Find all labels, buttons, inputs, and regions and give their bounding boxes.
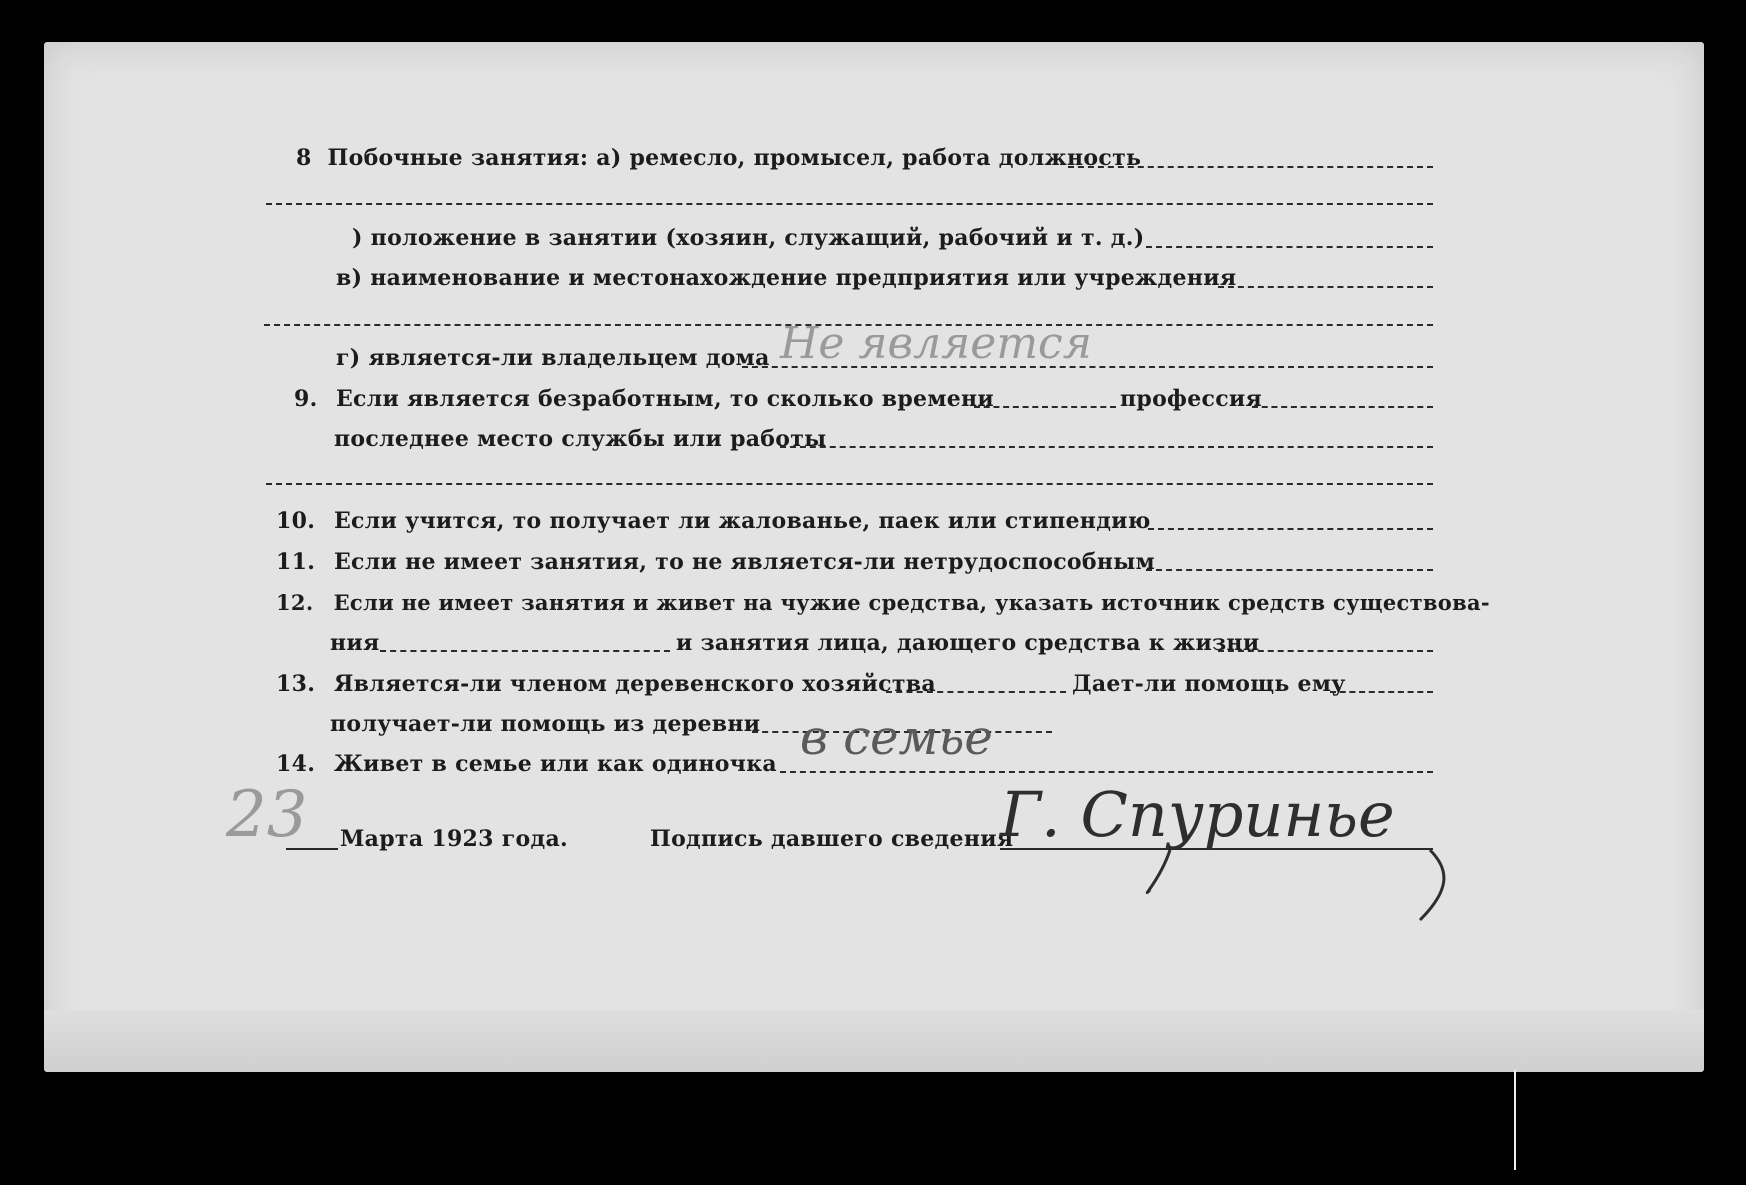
- q11-number: 11.: [276, 549, 316, 575]
- q9-last-job-line: [780, 446, 1433, 448]
- q10-number: 10.: [276, 508, 316, 534]
- q12-second-label: и занятия лица, дающего средства к жизни: [676, 630, 1260, 656]
- signature-label: Подпись давшего сведения: [650, 826, 1014, 852]
- q9-number: 9.: [294, 386, 318, 412]
- q8a-answer-line: [1068, 166, 1433, 168]
- q12-number: 12.: [276, 590, 314, 615]
- q10-label: [276, 508, 1151, 534]
- q8v-label: в) наименование и местонахождение предприятия или учреждения: [336, 265, 1237, 291]
- date-label: Марта 1923 года.: [340, 826, 568, 852]
- q8-text: Побочные занятия: а) ремесло, промысел, работа должность: [327, 145, 1142, 171]
- q10-answer-line: [1148, 528, 1433, 530]
- q9-last-job-line-2: [266, 483, 1433, 485]
- q8-number: 8: [296, 145, 312, 171]
- q8g-label: г) является-ли владельцем дома: [336, 345, 770, 371]
- q9-label: [294, 386, 994, 412]
- q9-text: Если является безработным, то сколько времени: [335, 386, 995, 412]
- q14-text: Живет в семье или как одиночка: [333, 751, 777, 777]
- q14-answer-line: [780, 771, 1433, 773]
- q12-second-line: [1218, 650, 1433, 652]
- scan-artifact: [1514, 1070, 1516, 1170]
- q8-label: [296, 145, 1141, 171]
- q11-text: Если не имеет занятия, то не является-ли нетрудоспособным: [333, 549, 1156, 575]
- q8b-label: ) положение в занятии (хозяин, служащий, рабочий и т. д.): [352, 225, 1145, 251]
- q14-number: 14.: [276, 751, 316, 777]
- q8a-answer-line-2: [266, 203, 1433, 205]
- q13-help-label: Дает-ли помощь ему: [1072, 671, 1346, 697]
- q9-last-job-label: последнее место службы или работы: [334, 426, 827, 452]
- q9-profession-line: [1252, 406, 1433, 408]
- q13-number: 13.: [276, 671, 316, 697]
- q12-cont-label: ния: [330, 630, 380, 656]
- q13-text: Является-ли членом деревенского хозяйства: [333, 671, 936, 697]
- date-day-line: [286, 848, 338, 850]
- q8b-answer-line: [1146, 246, 1433, 248]
- q14-handwritten-answer: в семье: [800, 710, 993, 766]
- signature-handwritten: Г. Спуринье: [1000, 778, 1395, 851]
- q13-member-line: [886, 691, 1066, 693]
- q11-answer-line: [1146, 569, 1433, 571]
- q10-text: Если учится, то получает ли жалованье, паек или стипендию: [333, 508, 1151, 534]
- q13-receives-label: получает-ли помощь из деревни: [330, 711, 761, 737]
- paper-bottom-fold: [44, 1010, 1704, 1072]
- q11-label: [276, 549, 1155, 575]
- q14-label: [276, 751, 777, 777]
- q8v-answer-line: [1218, 286, 1433, 288]
- signature-flourish: [1130, 840, 1470, 930]
- q13-help-line: [1330, 691, 1433, 693]
- q12-label: [276, 590, 1490, 615]
- q8g-handwritten-answer: Не является: [780, 318, 1092, 369]
- date-day-handwritten: 23: [226, 778, 308, 852]
- q12-source-line: [380, 650, 670, 652]
- q9-duration-line: [974, 406, 1116, 408]
- q9-profession-label: профессия: [1120, 386, 1263, 412]
- q12-text: Если не имеет занятия и живет на чужие средства, указать источник средств существова-: [333, 590, 1490, 615]
- q13-label: [276, 671, 936, 697]
